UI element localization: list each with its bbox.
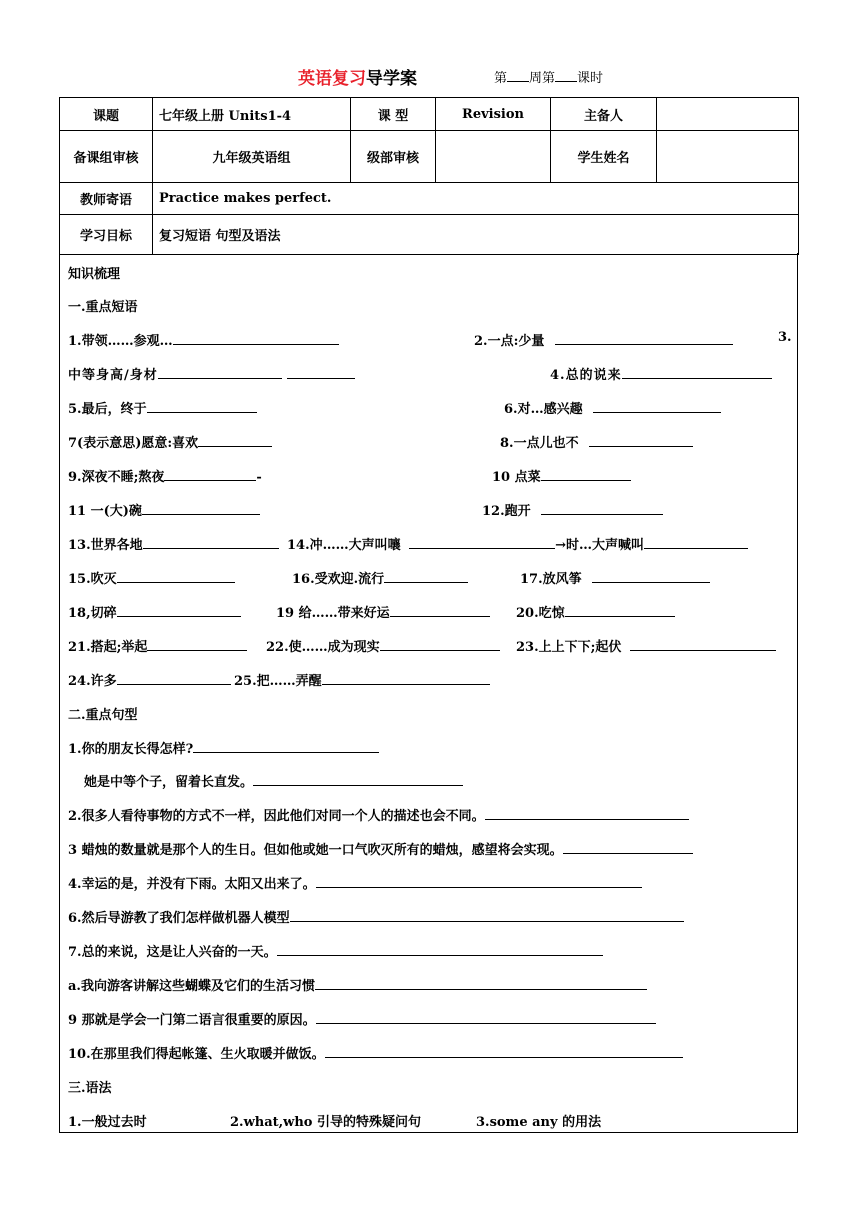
answer-blank[interactable] xyxy=(593,400,721,413)
sentence-10: 10.在那里我们得起帐篷、生火取暖并做饭。 xyxy=(68,1043,683,1062)
grammar-1: 1.一般过去时 xyxy=(68,1115,147,1130)
preparer-value[interactable] xyxy=(657,98,799,131)
phrase-25: 25.把……弄醒 xyxy=(234,670,490,689)
answer-blank[interactable] xyxy=(117,570,235,583)
section-knowledge: 知识梳理 xyxy=(68,267,121,282)
week-prefix: 第 xyxy=(494,71,508,86)
answer-blank[interactable] xyxy=(143,536,279,549)
phrase-20: 20.吃惊 xyxy=(516,602,675,621)
phrase-24: 24.许多 xyxy=(68,670,231,689)
phrase-4: 4.总的说来 xyxy=(550,364,772,383)
grammar-2: 2.what,who 引导的特殊疑问句 xyxy=(230,1115,422,1130)
answer-blank[interactable] xyxy=(142,502,260,515)
answer-blank[interactable] xyxy=(541,468,631,481)
answer-blank[interactable] xyxy=(316,875,642,888)
preparer-label: 主备人 xyxy=(551,98,657,131)
answer-blank[interactable] xyxy=(589,434,693,447)
phrase-7: 7(表示意思)愿意:喜欢 xyxy=(68,432,272,451)
phrase-21: 21.搭起;举起 xyxy=(68,636,247,655)
phrase-8: 8.一点儿也不 xyxy=(500,432,693,451)
topic-value: 七年级上册 Units1-4 xyxy=(153,98,351,131)
week-suffix: 课时 xyxy=(577,71,604,86)
phrase-11: 11 一(大)碗 xyxy=(68,500,260,519)
header-row-topic xyxy=(60,98,799,131)
week-blank[interactable] xyxy=(507,68,529,82)
sentence-1: 1.你的朋友长得怎样? xyxy=(68,738,379,757)
phrase-12: 12.跑开 xyxy=(482,500,663,519)
week-lesson-label xyxy=(494,67,603,86)
answer-blank[interactable] xyxy=(592,570,710,583)
phrase-2: 2.一点:少量 xyxy=(474,330,733,349)
phrase-19: 19 给……带来好运 xyxy=(276,602,490,621)
answer-blank[interactable] xyxy=(277,943,603,956)
phrase-15: 15.吹灭 xyxy=(68,568,235,587)
type-label: 课 型 xyxy=(351,98,436,131)
student-name-label: 学生姓名 xyxy=(551,131,657,183)
goal-value: 复习短语 句型及语法 xyxy=(153,215,799,255)
goal-label: 学习目标 xyxy=(60,215,153,255)
answer-blank[interactable] xyxy=(322,672,490,685)
grade-review-value[interactable] xyxy=(436,131,551,183)
phrase-3-number: 3. xyxy=(778,330,792,345)
header-row-motto xyxy=(60,183,799,215)
header-row-review xyxy=(60,131,799,183)
student-name-value[interactable] xyxy=(657,131,799,183)
answer-blank[interactable] xyxy=(384,570,468,583)
week-mid: 周第 xyxy=(529,71,556,86)
section-sentences: 二.重点句型 xyxy=(68,708,138,723)
header-row-goal xyxy=(60,215,799,255)
sentence-6: 6.然后导游教了我们怎样做机器人模型 xyxy=(68,907,684,926)
phrase-16: 16.受欢迎.流行 xyxy=(292,568,468,587)
answer-blank[interactable] xyxy=(164,468,256,481)
type-value: Revision xyxy=(436,98,551,131)
answer-blank[interactable] xyxy=(563,841,693,854)
answer-blank[interactable] xyxy=(193,740,379,753)
answer-blank[interactable] xyxy=(565,604,675,617)
answer-blank[interactable] xyxy=(147,400,257,413)
grade-review-label: 级部审核 xyxy=(351,131,436,183)
answer-blank[interactable] xyxy=(287,366,355,379)
title-black-part: 导学案 xyxy=(366,69,417,89)
sentence-3: 3 蜡烛的数量就是那个人的生日。但如他或她一口气吹灭所有的蜡烛，感望将会实现。 xyxy=(68,839,693,858)
phrase-5: 5.最后，终于 xyxy=(68,398,257,417)
answer-blank[interactable] xyxy=(253,773,463,786)
answer-blank[interactable] xyxy=(644,536,748,549)
phrase-10: 10 点菜 xyxy=(492,466,631,485)
answer-blank[interactable] xyxy=(409,536,555,549)
header-table xyxy=(59,97,799,255)
answer-blank[interactable] xyxy=(147,638,247,651)
phrase-3: 中等身高/身材 xyxy=(68,364,355,383)
answer-blank[interactable] xyxy=(630,638,776,651)
section-phrases: 一.重点短语 xyxy=(68,300,138,315)
sentence-4: 4.幸运的是，并没有下雨。太阳又出来了。 xyxy=(68,873,642,892)
motto-value: Practice makes perfect. xyxy=(153,183,799,215)
phrase-13: 13.世界各地 xyxy=(68,534,279,553)
worksheet-title-line xyxy=(0,64,860,90)
answer-blank[interactable] xyxy=(117,672,231,685)
lesson-blank[interactable] xyxy=(555,68,577,82)
phrase-17: 17.放风筝 xyxy=(520,568,710,587)
phrase-18: 18,切碎 xyxy=(68,602,241,621)
title-red-part: 英语复习 xyxy=(298,69,366,89)
grammar-3: 3.some any 的用法 xyxy=(476,1115,602,1130)
group-review-label: 备课组审核 xyxy=(60,131,153,183)
phrase-1: 1.带领……参观… xyxy=(68,330,339,349)
answer-blank[interactable] xyxy=(290,909,684,922)
answer-blank[interactable] xyxy=(158,366,282,379)
answer-blank[interactable] xyxy=(390,604,490,617)
answer-blank[interactable] xyxy=(117,604,241,617)
phrase-14: 14.冲……大声叫嚷 →时…大声喊叫 xyxy=(287,534,748,553)
answer-blank[interactable] xyxy=(325,1045,683,1058)
answer-blank[interactable] xyxy=(315,977,647,990)
answer-blank[interactable] xyxy=(316,1011,656,1024)
answer-blank[interactable] xyxy=(173,332,339,345)
content-box xyxy=(59,253,798,1133)
sentence-2: 2.很多人看待事物的方式不一样，因此他们对同一个人的描述也会不同。 xyxy=(68,805,689,824)
group-review-value: 九年级英语组 xyxy=(153,131,351,183)
sentence-9: 9 那就是学会一门第二语言很重要的原因。 xyxy=(68,1009,656,1028)
answer-blank[interactable] xyxy=(485,807,689,820)
phrase-22: 22.使……成为现实 xyxy=(266,636,500,655)
section-grammar: 三.语法 xyxy=(68,1081,112,1096)
topic-label: 课题 xyxy=(60,98,153,131)
phrase-23: 23.上上下下;起伏 xyxy=(516,636,776,655)
phrase-6: 6.对…感兴趣 xyxy=(504,398,721,417)
answer-blank[interactable] xyxy=(541,502,663,515)
motto-label: 教师寄语 xyxy=(60,183,153,215)
answer-blank[interactable] xyxy=(380,638,500,651)
answer-blank[interactable] xyxy=(555,332,733,345)
sentence-1b: 她是中等个子，留着长直发。 xyxy=(84,771,463,790)
phrase-9: 9.深夜不睡;熬夜 - xyxy=(68,470,262,485)
answer-blank[interactable] xyxy=(622,366,772,379)
worksheet-title xyxy=(298,64,417,89)
sentence-a: a.我向游客讲解这些蝴蝶及它们的生活习惯 xyxy=(68,975,647,994)
sentence-7: 7.总的来说，这是让人兴奋的一天。 xyxy=(68,941,603,960)
answer-blank[interactable] xyxy=(198,434,272,447)
